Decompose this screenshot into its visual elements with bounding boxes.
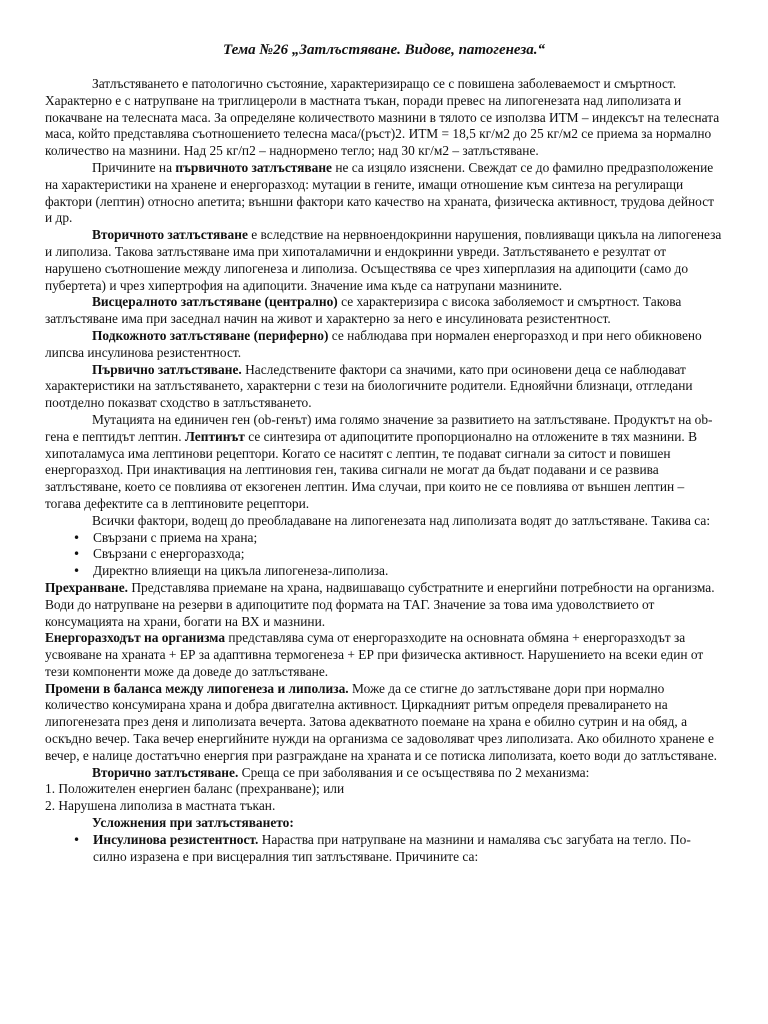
- text: представлява сума от енергоразходите на основната обмяна + енергоразходът за усвояване на храната + ЕР за адаптивна термогенеза + ЕР при физическа активност. Нарушението на всеки един от тези компоненти може да доведе до затлъстяване.: [45, 630, 704, 679]
- list-item: 1. Положителен енергиен баланс (прехранване); или: [45, 781, 345, 797]
- numbered-list: [45, 781, 723, 815]
- text: Среща се при заболявания и се осъществява по 2 механизма:: [238, 764, 590, 780]
- bold-term: Лептинът: [184, 428, 245, 444]
- bold-term: Висцералното затлъстяване (централно): [92, 294, 338, 310]
- paragraph-leptin: [45, 412, 723, 513]
- list-item: • Свързани с енергоразхода;: [73, 546, 723, 563]
- list-item: 2. Нарушена липолиза в мастната тъкан.: [45, 798, 276, 814]
- page-title: Тема №26 „Затлъстяване. Видове, патогенеза.“: [223, 42, 545, 58]
- text: Нараства при натрупване на мазнини и намалява със загубата на тегло. По-силно изразена е при висцералния тип затлъстяване. Причините са:: [93, 831, 691, 864]
- paragraph-energy-expenditure: [45, 630, 723, 680]
- bold-term: Енергоразходът на организма: [45, 630, 226, 646]
- bold-term: Усложнения при затлъстяването:: [92, 815, 294, 831]
- text: Наследствените фактори са значими, като при осиновени деца се наблюдават характеристики на затлъстяването, характерни с тези на биологичните родители. Еднояйчни близнаци, отгледани поотделно показват сходство в затлъстяването.: [45, 361, 693, 411]
- list-item: • Директно влияещи на цикъла липогенеза-липолиза.: [73, 563, 723, 580]
- bold-term: първичното затлъстяване: [175, 159, 332, 175]
- paragraph-intro: Затлъстяването е патологично състояние, характеризиращо се с повишена заболеваемост и смъртност. Характерно е с натрупване на триглицероли в мастната тъкан, поради превес на липогенезата над липолизата и покачване на телесната маса. За определяне количеството мазнини в тялото се използва ИТМ – индексът на телесната маса, който представлява съотношението телесна маса/(ръст)2. ИТМ = 18,5 кг/м2 до 25 кг/м2 се приема за нормално количество на мазнини. Над 25 кг/п2 – наднормено тегло; над 30 кг/м2 – затлъстяване.: [45, 76, 720, 159]
- paragraph-factors: Всички фактори, водещ до преобладаване на липогенезата над липолизата водят до затлъстяване. Такива са:: [92, 512, 711, 528]
- text: Представлява приемане на храна, надвишаващо субстратните и енергийни потребности на организма. Води до натрупване на резерви в адипоцитите под формата на ТАГ. Значение за това има удоволствието от консумацията на храни, богати на ВХ и мазнини.: [45, 579, 715, 629]
- bold-term: Вторично затлъстяване.: [92, 764, 239, 780]
- bold-term: Подкожното затлъстяване (периферно): [92, 327, 329, 343]
- paragraph-overeating: [45, 580, 723, 630]
- text: Мутацията на единичен ген (ob-генът) има голямо значение за развитието на затлъстяване. Продуктът на ob-гена е пептидът лептин.: [45, 411, 713, 444]
- text: не са изцяло изяснени. Свеждат се до фамилно предразположение на характеристики на хранене и енергоразход: мутации в гените, имащи отношение към синтеза на регулиращи фактори (лептин) относно апетита; външни фактори като качество на храната, физическа активност, трудова дейност и др.: [45, 159, 715, 226]
- paragraph-primary: [45, 362, 723, 412]
- bold-term: Промени в баланса между липогенеза и липолиза.: [45, 680, 349, 696]
- text: се синтезира от адипоцитите пропорционално на отложените в тях мазнини. В хипоталамуса има лептинови рецептори. Когато се наситят с лептин, те подават сигнали за ситост и повишен енергоразход. При инактивация на лептиновия ген, такива сигнали не могат да бъдат подавани и се развива затлъстяване, което се повлиява от екзогенен лептин. Има случаи, при които не се повлиява от външен лептин – тогава дефектите са в лептиновите рецептори.: [45, 428, 698, 511]
- text: се характеризира с висока заболяемост и смъртност. Такова затлъстяване има при заседнал начин на живот и характерно за него е инсулиновата резистентност.: [45, 294, 682, 327]
- complications-heading: [45, 815, 723, 832]
- paragraph-secondary-mechanisms: [45, 765, 723, 782]
- paragraph-subcutaneous: [45, 328, 723, 362]
- list-item: [73, 832, 723, 866]
- bold-term: Инсулинова резистентност.: [93, 831, 259, 847]
- paragraph-primary-causes: [45, 160, 723, 227]
- text: се наблюдава при нормален енергоразход и при него обикновено липсва инсулинова резистентност.: [45, 327, 702, 360]
- bold-term: Първично затлъстяване.: [92, 361, 242, 377]
- text: Причините на: [92, 159, 176, 175]
- bold-term: Вторичното затлъстяване: [92, 227, 248, 243]
- paragraph-visceral: [45, 294, 723, 328]
- paragraph-secondary-obesity: [45, 227, 723, 294]
- list-item: • Свързани с приема на храна;: [73, 530, 723, 547]
- paragraph-balance: [45, 681, 723, 765]
- text: Може да се стигне до затлъстяване дори при нормално количество консумирана храна и добра двигателна активност. Циркадният ритъм определя превалирането на липогенезата през деня и липолизата вечерта. Затова адекватното поемане на храна е обилно сутрин и на обяд, а оскъдно вечер. Така вечер енергийните нужди на организма се задоволяват чрез липолизата. Ако обилното хранене е вечер, е налице достатъчно енергия при разграждане на храната и се потиска липолизата, което води до затлъстяване.: [45, 680, 718, 763]
- factors-list: [45, 530, 723, 580]
- bold-term: Прехранване.: [45, 579, 129, 595]
- text: е вследствие на нервноендокринни нарушения, повлияващи цикъла на липогенеза и липолиза. Такова затлъстяване има при хипоталамични и ендокринни увреди. Затлъстяването е резултат от нарушено съотношение между липогенеза и липолиза. Осъществява се чрез хиперплазия на адипоцити (само до пубертета) и чрез хипертрофия на адипоцити. Значение има къде са натрупани мазнините.: [45, 227, 722, 293]
- complications-list: [45, 832, 723, 866]
